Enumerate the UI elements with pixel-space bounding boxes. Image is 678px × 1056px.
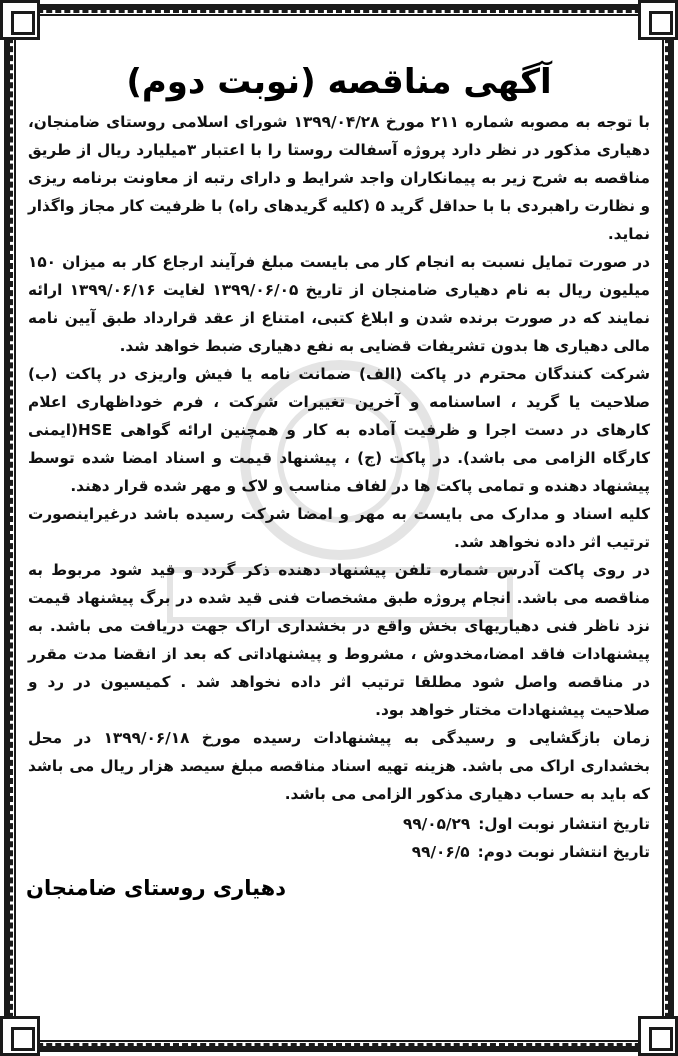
notice-paragraph: در روی پاکت آدرس شماره تلفن پیشنهاد دهنده ذکر گردد و قید شود مربوط به مناقصه می باشد. انجام پروژه طبق مشخصات فنی قید شده در برگ پیشنهاد قیمت نزد ناظر فنی دهیاریهای بخش واقع در بخشداری اراک جهت دریافت می باشد. به پیشنهادات فاقد امضا،مخدوش ، مشروط و پیشنهاداتی که بعد از انقضا مدت مقرر در مناقصه واصل شود مطلقا ترتیب اثر داده نخواهد شد . کمیسیون در رد و صلاحیت پیشنهادات مختار خواهد بود. — [28, 561, 650, 719]
publish-date-first — [28, 810, 650, 838]
notice-content — [22, 22, 656, 1034]
publish-date-label: تاریخ انتشار نوبت اول: — [478, 815, 650, 833]
publish-date-label: تاریخ انتشار نوبت دوم: — [477, 843, 650, 861]
notice-paragraph: در صورت تمایل نسبت به انجام کار می بایست مبلغ فرآیند ارجاع کار به میزان ۱۵۰ میلیون ریال به نام دهیاری ضامنجان از تاریخ ۱۳۹۹/۰۶/۰۵ لغایت ۱۳۹۹/۰۶/۱۶ ارائه نمایند که در صورت برنده شدن و ابلاغ کتبی، امتناع از عقد قرارداد طبق آیین نامه مالی دهیاری ها بدون تشریفات قضایی به نفع دهیاری ضبط خواهد شد. — [28, 253, 650, 355]
publish-dates — [22, 810, 656, 866]
publish-date-second — [28, 838, 650, 866]
notice-paragraph: کلیه اسناد و مدارک می بایست به مهر و امضا شرکت رسیده باشد درغیراینصورت ترتیب اثر داده نخواهد شد. — [28, 505, 650, 551]
issuer-signature: دهیاری روستای ضامنجان — [26, 876, 286, 900]
notice-paragraph: زمان بازگشایی و رسیدگی به پیشنهادات رسیده مورخ ۱۳۹۹/۰۶/۱۸ در محل بخشداری اراک می باشد. هزینه تهیه اسناد مناقصه مبلغ سیصد هزار ریال می باشد که باید به حساب دهیاری مذکور الزامی می باشد. — [28, 729, 650, 803]
publish-date-value: ۹۹/۰۵/۲۹ — [402, 815, 471, 833]
notice-paragraph: شرکت کنندگان محترم در پاکت (الف) ضمانت نامه یا فیش واریزی در پاکت (ب) صلاحیت یا گرید ، اساسنامه و آخرین تغییرات شرکت ، فرم خوداظهاری اعلام کارهای در دست اجرا و ظرفیت آماده به کار و همچنین ارائه گواهی HSE(ایمنی کارگاه الزامی می باشد). در پاکت (ج) ، پیشنهاد قیمت و اسناد امضا شده توسط پیشنهاد دهنده و تمامی پاکت ها در لفاف مناسب و لاک و مهر شده قرار دهند. — [28, 365, 650, 495]
notice-title: آگهی مناقصه (نوبت دوم) — [126, 62, 552, 102]
publish-date-value: ۹۹/۰۶/۵ — [411, 843, 470, 861]
notice-paragraph: با توجه به مصوبه شماره ۲۱۱ مورخ ۱۳۹۹/۰۴/۲۸ شورای اسلامی روستای ضامنجان، دهیاری مذکور در نظر دارد پروژه آسفالت روستا را با اعتبار ۳میلیارد ریال از طریق مناقصه به شرح زیر به پیمانکاران واجد شرایط و دارای رتبه از معاونت برنامه ریزی و نظارت راهبردی با با حداقل گرید ۵ (کلیه گریدهای راه) با ظرفیت کار مجاز واگذار نماید. — [28, 113, 651, 243]
